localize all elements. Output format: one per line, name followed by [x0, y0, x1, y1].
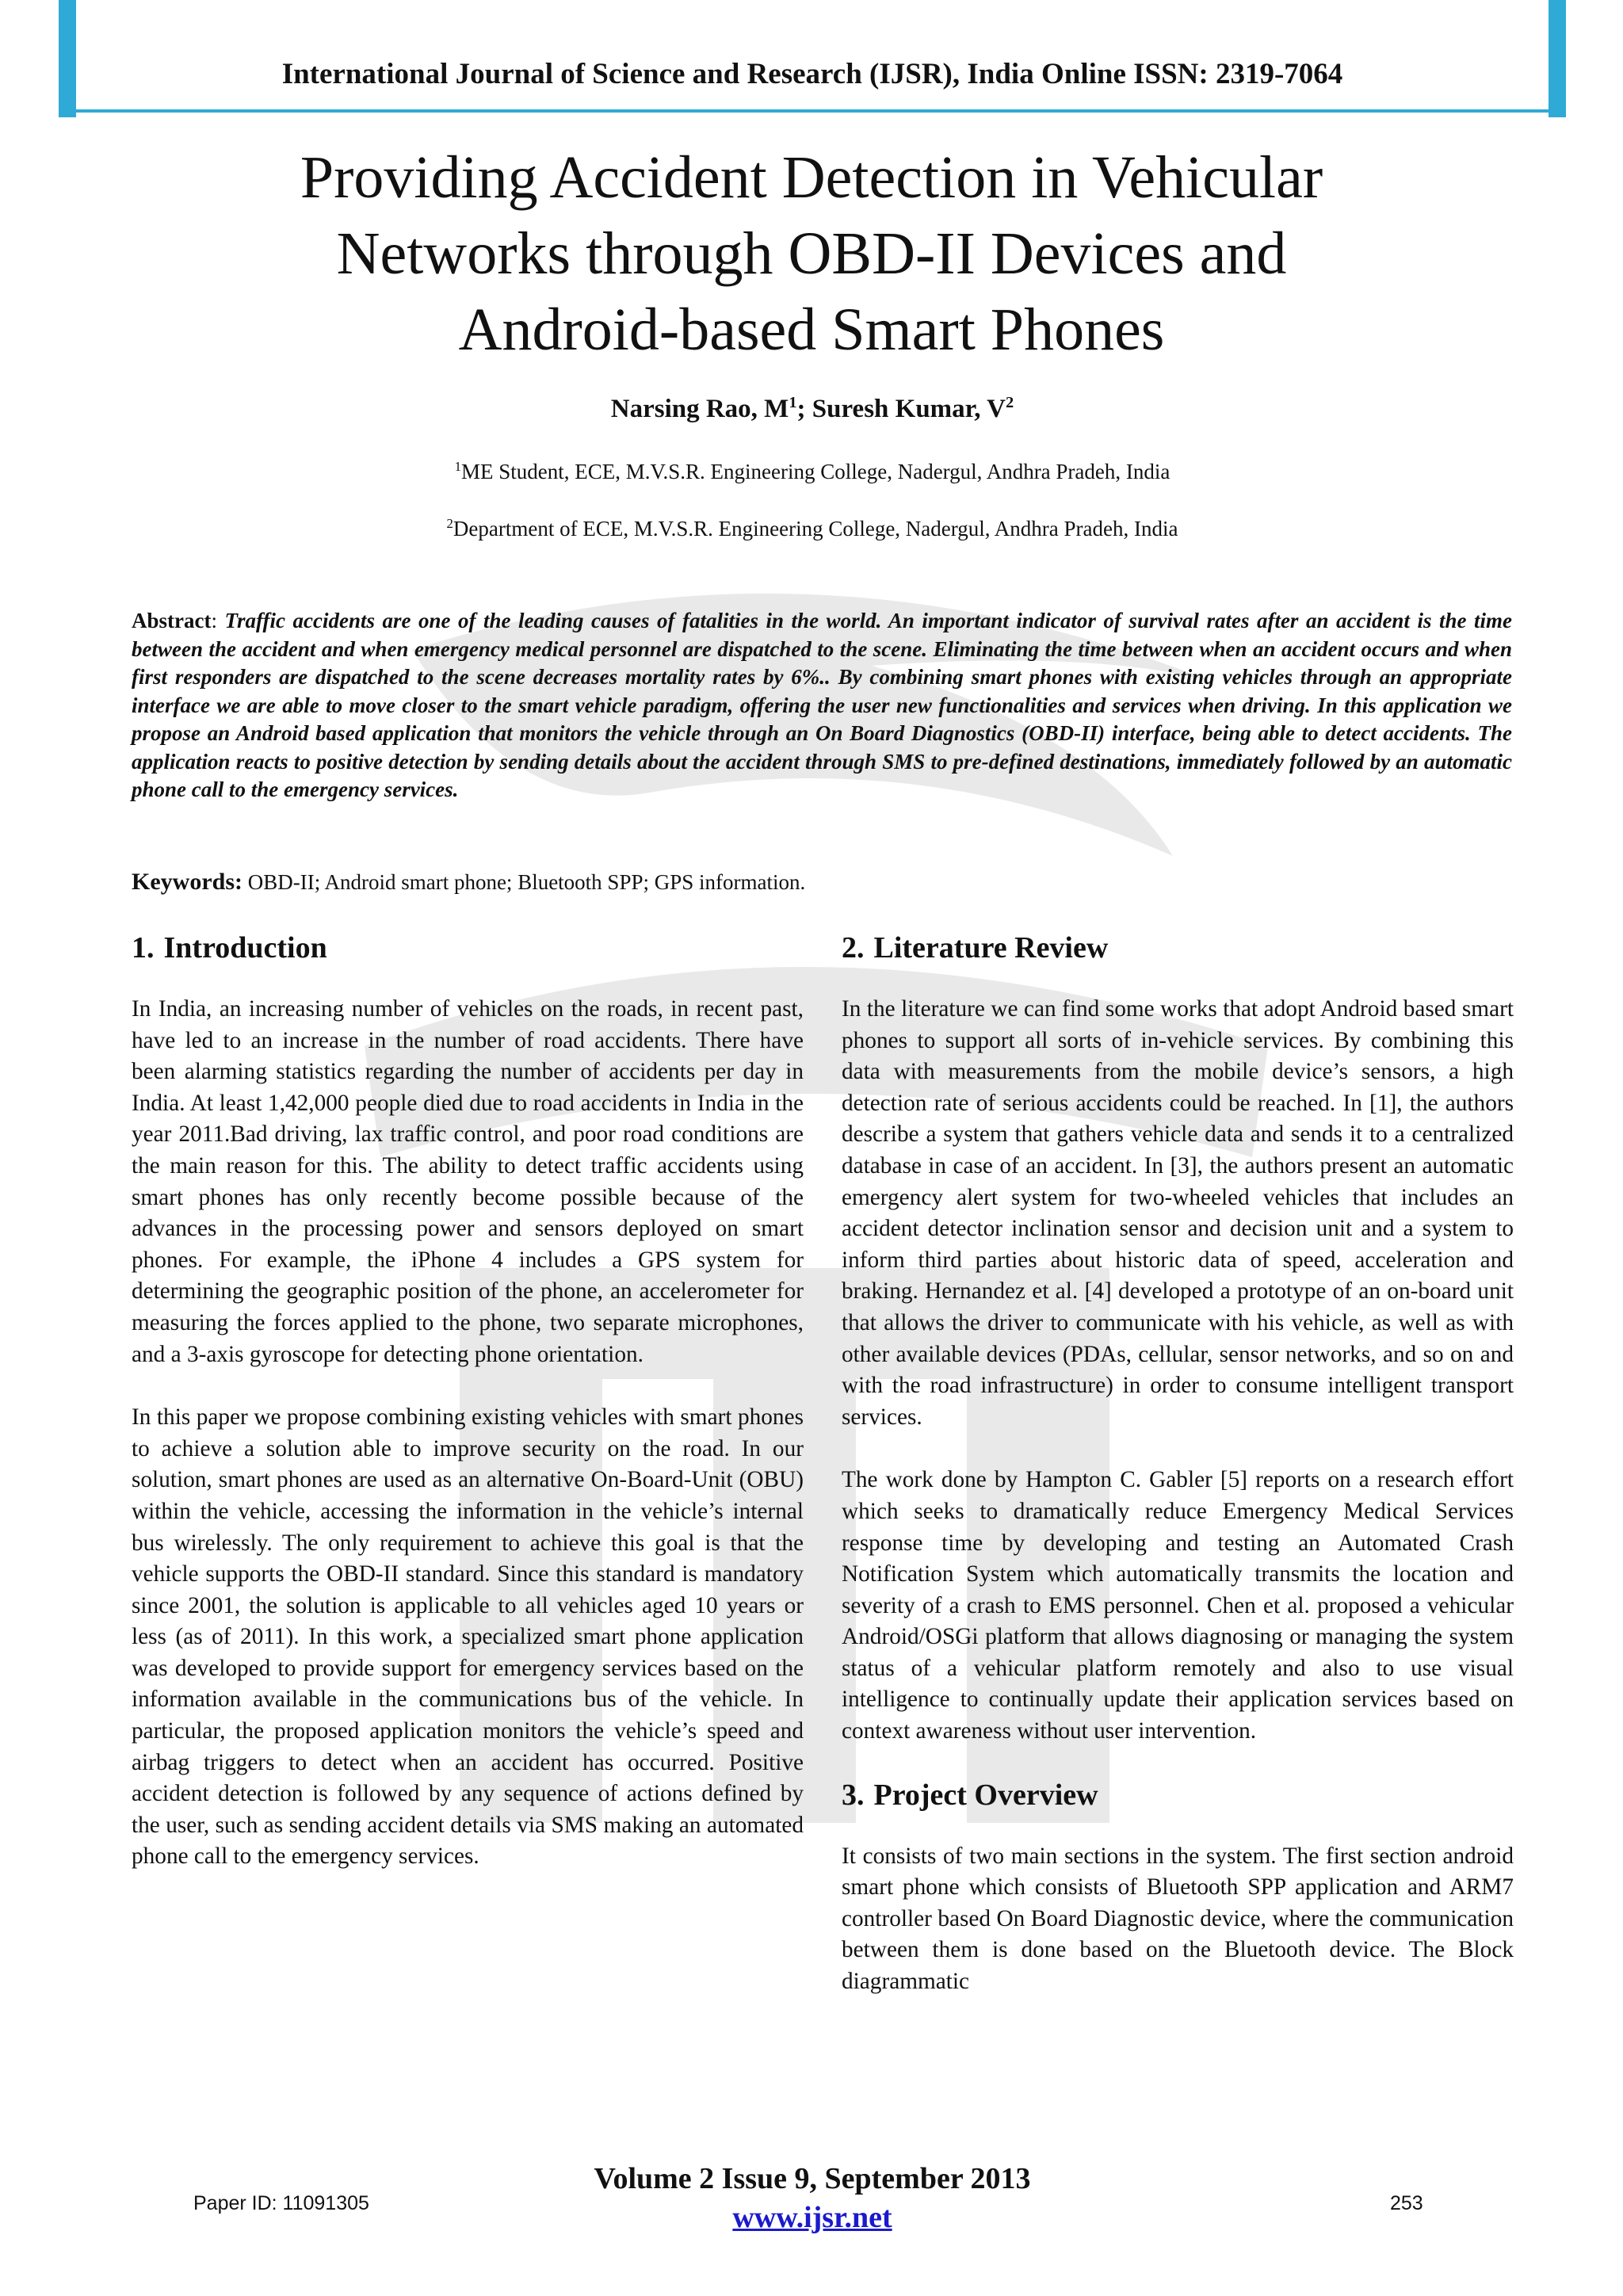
- affiliation-2-sup: 2: [446, 516, 453, 531]
- title-line-1: Providing Accident Detection in Vehicular: [300, 144, 1323, 211]
- intro-paragraph-1: In India, an increasing number of vehicles on the roads, in recent past, have led to an increase in the number of road accidents. There have been alarming statistics regarding the number of accidents per day in India. At least 1,42,000 people died due to road accidents in India in the year 2011.Bad driving, lax traffic control, and poor road conditions are the main reason for this. The ability to detect traffic accidents using smart phones has only recently become possible because of the advances in the processing power and sensors deployed on smart phones. For example, the iPhone 4 includes a GPS system for determining the geographic position of the phone, an accelerometer for measuring the forces applied to the phone, two separate microphones, and a 3-axis gyroscope for detecting phone orientation.: [132, 996, 804, 1367]
- abstract: [132, 607, 1512, 804]
- author-2-name: Suresh Kumar, V: [812, 395, 1006, 423]
- affiliation-2-text: Department of ECE, M.V.S.R. Engineering College, Nadergul, Andhra Pradeh, India: [453, 517, 1178, 541]
- section-number: 3.: [842, 1778, 865, 1812]
- intro-paragraph-2: In this paper we propose combining existing vehicles with smart phones to achieve a solution able to improve security on the road. In our solution, smart phones are used as an alternative On-Board-Unit (OBU) within the vehicle, accessing the information in the vehicle’s internal bus wirelessly. The only requirement to achieve this goal is that the vehicle supports the OBD-II standard. Since this standard is mandatory since 2001, the solution is applicable to all vehicles aged 10 years or less (as of 2011). In this work, a specialized smart phone application was developed to provide support for emergency services based on the information available in the communications bus of the vehicle. In particular, the proposed application monitors the vehicle’s speed and airbag triggers to detect when an accident has occurred. Positive accident detection is followed by any sequence of actions defined by the user, such as sending accident details via SMS making an automated phone call to the emergency services.: [132, 1404, 804, 1870]
- title-line-3: Android-based Smart Phones: [458, 296, 1165, 363]
- header-accent-bar-right: [1549, 0, 1566, 117]
- section-number: 2.: [842, 931, 865, 965]
- journal-header: International Journal of Science and Research (IJSR), India Online ISSN: 2319-7064: [281, 58, 1343, 90]
- footer-paper-id: Paper ID: 11091305: [193, 2192, 369, 2214]
- keywords-label: Keywords:: [132, 869, 242, 895]
- author-separator: ;: [796, 395, 812, 423]
- right-column: [842, 924, 1514, 1998]
- section-heading-project-overview: [842, 1771, 1514, 1819]
- affiliation-2: [76, 517, 1549, 541]
- affiliation-1-text: ME Student, ECE, M.V.S.R. Engineering College, Nadergul, Andhra Pradeh, India: [460, 460, 1170, 483]
- section-title: Literature Review: [873, 931, 1109, 965]
- author-list: [76, 395, 1549, 424]
- author-2-sup: 2: [1006, 394, 1014, 411]
- left-column: [132, 924, 804, 1873]
- keywords-text: OBD-II; Android smart phone; Bluetooth SPP; GPS information.: [242, 870, 806, 894]
- paper-title: [174, 139, 1449, 368]
- keywords: [132, 869, 1512, 896]
- literature-paragraph-2: The work done by Hampton C. Gabler [5] reports on a research effort which seeks to dramatically reduce Emergency Medical Services response time by developing and testing an Automated Crash Notification System which automatically transmits the location and severity of a crash to EMS personnel. Chen et al. proposed a vehicular Android/OSGi platform that allows diagnosing or managing the system status of a vehicular platform remotely and also to use visual intelligence to continually update their application services based on context awareness without user intervention.: [842, 1467, 1514, 1744]
- section-title: Project Overview: [873, 1778, 1098, 1812]
- author-1-sup: 1: [789, 394, 797, 411]
- abstract-colon: :: [211, 609, 225, 632]
- section-heading-literature-review: [842, 924, 1514, 972]
- footer-page-number: 253: [1390, 2192, 1423, 2214]
- header-rule: [76, 109, 1549, 113]
- literature-paragraph-1: In the literature we can find some works that adopt Android based smart phones to support all sorts of in-vehicle services. By combining this data with measurements from the mobile device’s sensors, a high detection rate of serious accidents could be reached. In [1], the authors describe a system that gathers vehicle data and sends it to a centralized database in case of an accident. In [3], the authors present an automatic emergency alert system for two-wheeled vehicles that includes an accident detector inclination sensor and decision unit and a system to inform third parties about historic data of speed, acceleration and braking. Hernandez et al. [4] developed a prototype of an on-board unit that allows the driver to communicate with his vehicle, as well as with other available devices (PDAs, cellular, sensor networks, and so on and with the road infrastructure) in order to consume intelligent transport services.: [842, 996, 1514, 1430]
- section-heading-introduction: [132, 924, 804, 972]
- overview-paragraph-1: It consists of two main sections in the system. The first section android smart phone which consists of Bluetooth SPP application and ARM7 controller based On Board Diagnostic device, where the communication between them is done based on the Bluetooth device. The Block diagrammatic: [842, 1843, 1514, 1995]
- header-accent-bar-left: [59, 0, 76, 117]
- affiliation-1-sup: 1: [454, 459, 461, 474]
- section-number: 1.: [132, 931, 155, 965]
- section-title: Introduction: [163, 931, 327, 965]
- title-line-2: Networks through OBD-II Devices and: [336, 220, 1287, 287]
- author-1-name: Narsing Rao, M: [610, 395, 789, 423]
- abstract-text: Traffic accidents are one of the leading causes of fatalities in the world. An important indicator of survival rates after an accident is the time between the accident and when emergency medical personnel are dispatched to the scene. Eliminating the time between when an accident occurs and when first responders are dispatched to the scene decreases mortality rates by 6%.. By combining smart phones with existing vehicles through an appropriate interface we are able to move closer to the smart vehicle paradigm, offering the user new functionalities and services when driving. In this application we propose an Android based application that monitors the vehicle through an On Board Diagnostics (OBD-II) interface, being able to detect accidents. The application reacts to positive detection by sending details about the accident through SMS to pre-defined destinations, immediately followed by an automatic phone call to the emergency services.: [132, 609, 1512, 801]
- footer-website-link[interactable]: www.ijsr.net: [732, 2201, 892, 2234]
- abstract-label: Abstract: [132, 609, 212, 632]
- affiliation-1: [76, 460, 1549, 484]
- footer-volume: Volume 2 Issue 9, September 2013: [594, 2162, 1031, 2195]
